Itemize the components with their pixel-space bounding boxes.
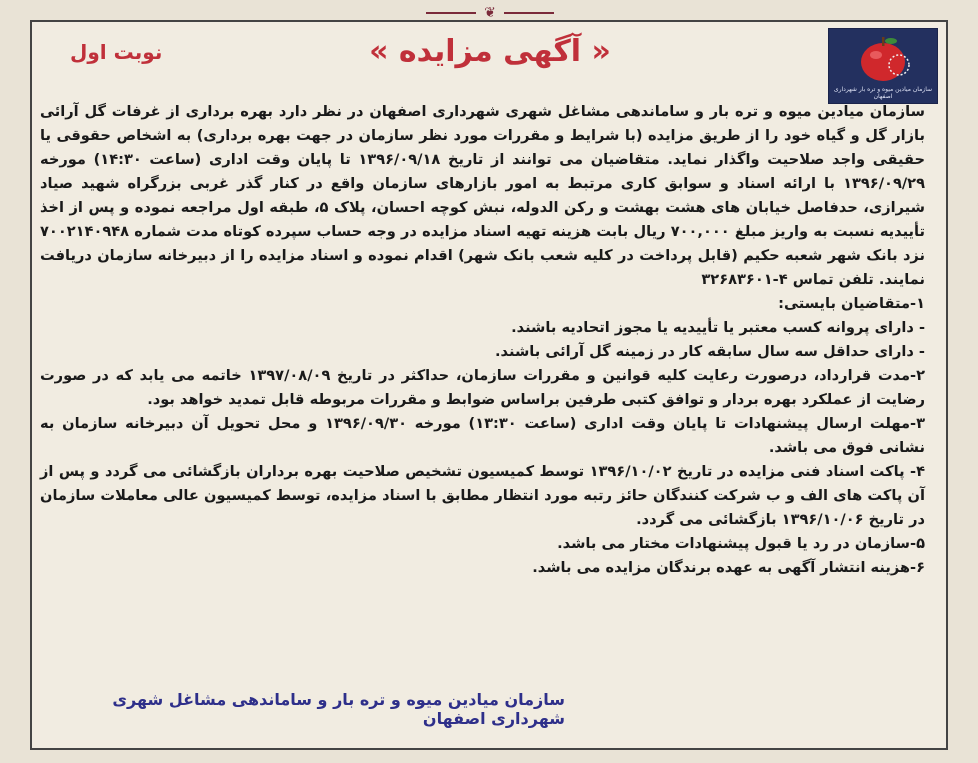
logo-caption: سازمان میادین میوه و تره بار شهرداری اصفهان (833, 86, 933, 100)
organization-logo (828, 28, 938, 104)
condition-item: - دارای حداقل سه سال سابقه کار در زمینه گل آرائی باشند. (495, 343, 925, 360)
condition-item: - دارای پروانه کسب معتبر یا تأییدیه یا مجوز اتحادیه باشند. (511, 319, 925, 336)
condition-item: ۱-متقاضیان بایستی: (778, 295, 925, 312)
footer-organization: سازمان میادین میوه و تره بار و ساماندهی مشاغل شهری شهرداری اصفهان (112, 690, 565, 728)
heart-ornament-icon: ❦ (484, 5, 496, 21)
ornament-line-right (504, 12, 554, 14)
condition-item: ۶-هزینه انتشار آگهی به عهده برندگان مزایده می باشد. (532, 559, 925, 576)
round-badge: نوبت اول (70, 40, 163, 64)
page-title: « آگهی مزایده » (369, 34, 611, 69)
intro-paragraph: سازمان میادین میوه و تره بار و ساماندهی مشاغل شهری شهرداری اصفهان در نظر دارد بهره برداری از غرفات گل آرائی بازار گل و گیاه خود را از طریق مزایده (با شرایط و مقررات مورد نظر سازمان در جهت بهره برداری) به اشخاص حقوقی یا حقیقی واجد صلاحیت واگذار نماید. متقاضیان می توانند از تاریخ ۱۳۹۶/۰۹/۱۸ تا پایان وقت اداری (ساعت ۱۴:۳۰) مورخه ۱۳۹۶/۰۹/۲۹ با ارائه اسناد و سوابق کاری مرتبط به امور بازارهای سازمان واقع در کنار گذر غربی بزرگراه شهید صیاد شیرازی، حدفاصل خیابان های هشت بهشت و رکن الدوله، نبش کوچه احسان، پلاک ۵، طبقه اول مراجعه نموده و پس از اخذ تأییدیه نسبت به واریز مبلغ ۷۰۰,۰۰۰ ریال بابت هزینه تهیه اسناد مزایده در وجه حساب سپرده کوتاه مدت شماره ۷۰۰۲۱۴۰۹۴۸ نزد بانک شهر شعبه حکیم (قابل پرداخت در کلیه شعب بانک شهر) اقدام نموده و اسناد مزایده را از دبیرخانه سازمان دریافت نمایند. تلفن تماس ۴-۳۲۶۸۳۶۰۱ (40, 103, 925, 288)
notice-body (40, 100, 925, 580)
apple-logo-icon (849, 33, 917, 85)
condition-item: ۳-مهلت ارسال پیشنهادات تا پایان وقت اداری (ساعت ۱۳:۳۰) مورخه ۱۳۹۶/۰۹/۳۰ و محل تحویل آن دبیرخانه سازمان به نشانی فوق می باشد. (40, 415, 925, 456)
condition-item: ۲-مدت قرارداد، درصورت رعایت کلیه قوانین و مقررات سازمان، حداکثر در تاریخ ۱۳۹۷/۰۸/۰۹ خاتمه می یابد که در صورت رضایت از عملکرد بهره بردار و توافق کتبی طرفین براساس ضوابط و مقررات مربوطه قابل تمدید خواهد بود. (40, 367, 925, 408)
top-ornament (405, 0, 575, 26)
condition-item: ۵-سازمان در رد یا قبول پیشنهادات مختار می باشد. (557, 535, 925, 552)
condition-item: ۴- پاکت اسناد فنی مزایده در تاریخ ۱۳۹۶/۱۰/۰۲ توسط کمیسیون تشخیص صلاحیت بهره برداران بازگشائی می گردد و پس از آن پاکت های الف و ب شرکت کنندگان حائز رتبه مورد انتظار مطابق با اسناد مزایده، توسط کمیسیون عالی معاملات سازمان در تاریخ ۱۳۹۶/۱۰/۰۶ بازگشائی می گردد. (40, 463, 925, 528)
ornament-line-left (426, 12, 476, 14)
